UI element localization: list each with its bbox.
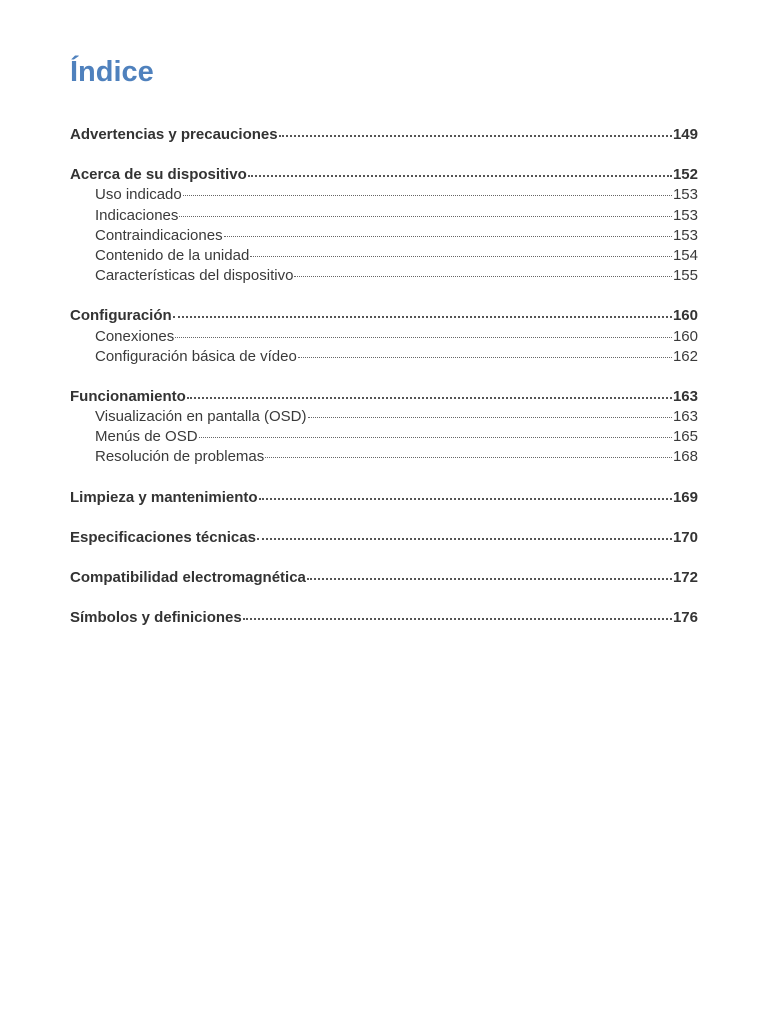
toc-entry-page: 170: [672, 528, 698, 546]
toc-subentry[interactable]: [70, 265, 698, 285]
toc-section: [70, 487, 698, 507]
dot-leader: [307, 567, 672, 582]
toc-entry-page: 152: [672, 166, 698, 184]
toc-entry-page: 176: [672, 609, 698, 627]
toc-subentry-page: 154: [672, 246, 698, 264]
dot-leader: [279, 124, 672, 139]
toc-entry-page: 169: [672, 488, 698, 506]
toc-subentry-label: Contenido de la unidad: [95, 246, 250, 264]
toc-section: [70, 164, 698, 285]
toc-subentry-page: 153: [672, 206, 698, 224]
dot-leader: [183, 184, 672, 199]
toc-section: [70, 386, 698, 467]
dot-leader: [250, 245, 672, 260]
dot-leader: [243, 607, 672, 622]
toc-section: [70, 124, 698, 144]
dot-leader: [187, 386, 672, 401]
toc-subentry[interactable]: [70, 205, 698, 225]
toc-entry-page: 160: [672, 307, 698, 325]
toc-entry[interactable]: [70, 124, 698, 144]
toc-entry[interactable]: [70, 487, 698, 507]
toc-entry[interactable]: [70, 567, 698, 587]
toc-subentry[interactable]: [70, 346, 698, 366]
toc-entry-label: Configuración: [70, 307, 172, 325]
dot-leader: [173, 305, 672, 320]
toc-subentry-label: Menús de OSD: [95, 428, 198, 446]
toc-entry[interactable]: [70, 527, 698, 547]
toc-subentry-page: 168: [672, 448, 698, 466]
toc-subentry[interactable]: [70, 326, 698, 346]
dot-leader: [248, 164, 672, 179]
toc-subentry-page: 160: [672, 327, 698, 345]
dot-leader: [259, 487, 672, 502]
toc-entry[interactable]: [70, 305, 698, 325]
toc-subentry-label: Indicaciones: [95, 206, 179, 224]
dot-leader: [294, 265, 672, 280]
dot-leader: [199, 426, 672, 441]
toc-subentry-page: 155: [672, 267, 698, 285]
toc-subentry[interactable]: [70, 184, 698, 204]
dot-leader: [224, 225, 672, 240]
toc-subentry-label: Contraindicaciones: [95, 226, 223, 244]
toc-section: [70, 527, 698, 547]
toc-entry-label: Acerca de su dispositivo: [70, 166, 247, 184]
toc-subentry-page: 153: [672, 226, 698, 244]
dot-leader: [175, 326, 672, 341]
page-title: Índice: [70, 56, 154, 88]
toc-entry-label: Símbolos y definiciones: [70, 609, 242, 627]
toc-subentry-label: Configuración básica de vídeo: [95, 347, 297, 365]
dot-leader: [257, 527, 672, 542]
toc-subentry[interactable]: [70, 446, 698, 466]
toc-subentry-label: Resolución de problemas: [95, 448, 265, 466]
toc-subentry[interactable]: [70, 406, 698, 426]
toc-subentry-page: 163: [672, 408, 698, 426]
toc-section: [70, 607, 698, 627]
toc-entry-label: Advertencias y precauciones: [70, 126, 278, 143]
toc-subentry[interactable]: [70, 426, 698, 446]
dot-leader: [298, 346, 672, 361]
toc-subentry-page: 165: [672, 428, 698, 446]
toc-entry[interactable]: [70, 386, 698, 406]
dot-leader: [265, 446, 672, 461]
dot-leader: [179, 205, 672, 220]
toc-entry-label: Limpieza y mantenimiento: [70, 488, 258, 506]
toc-subentry[interactable]: [70, 245, 698, 265]
toc-entry[interactable]: [70, 607, 698, 627]
toc-subentry-page: 153: [672, 186, 698, 204]
toc-entry-page: 172: [672, 569, 698, 586]
toc-entry-page: 149: [672, 126, 698, 143]
table-of-contents: [70, 124, 698, 627]
toc-section: [70, 567, 698, 587]
toc-entry-label: Funcionamiento: [70, 387, 186, 405]
toc-subentry-label: Uso indicado: [95, 186, 182, 204]
document-page: [70, 50, 698, 647]
toc-section: [70, 305, 698, 366]
toc-entry-label: Compatibilidad electromagnética: [70, 569, 306, 586]
toc-entry-label: Especificaciones técnicas: [70, 528, 256, 546]
toc-subentry-label: Conexiones: [95, 327, 175, 345]
toc-entry[interactable]: [70, 164, 698, 184]
toc-subentry-label: Características del dispositivo: [95, 267, 294, 285]
toc-subentry-page: 162: [672, 347, 698, 365]
toc-entry-page: 163: [672, 387, 698, 405]
toc-subentry[interactable]: [70, 225, 698, 245]
toc-subentry-label: Visualización en pantalla (OSD): [95, 408, 307, 426]
dot-leader: [308, 406, 672, 421]
